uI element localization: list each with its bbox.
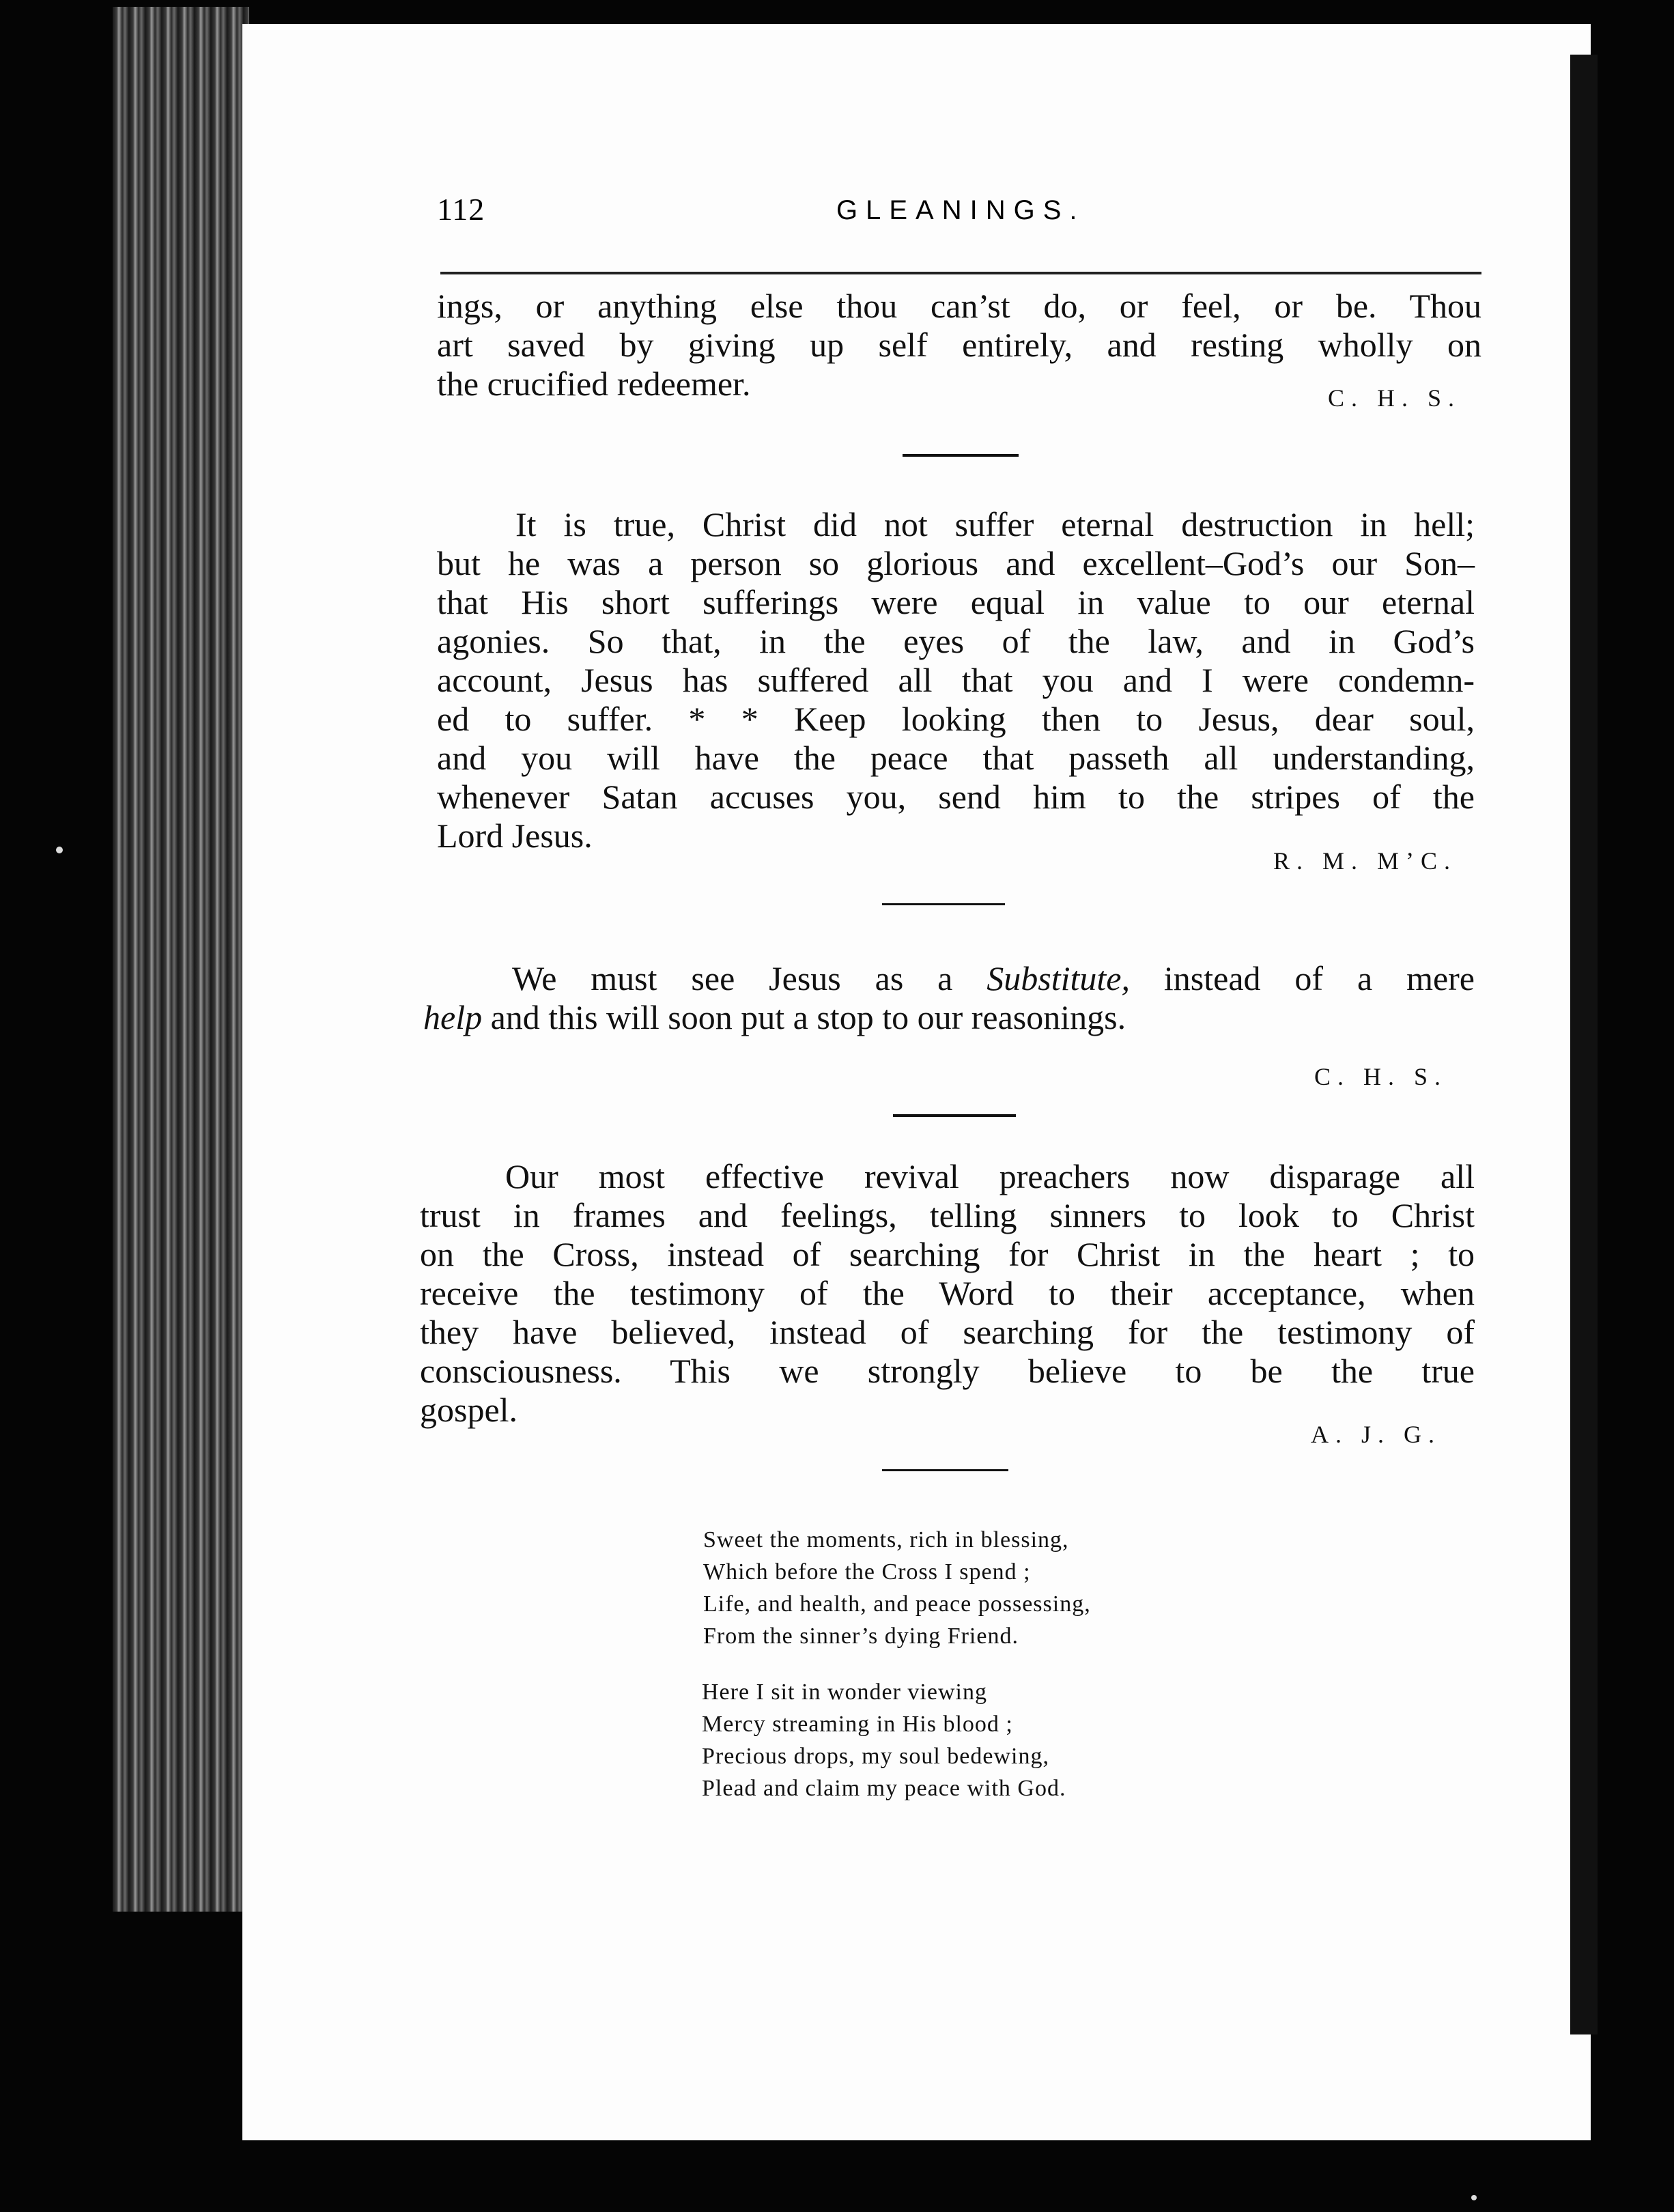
passage-line: gospel. bbox=[420, 1391, 518, 1429]
passage-2 bbox=[437, 505, 1475, 855]
passage-line: Lord Jesus. bbox=[437, 817, 593, 855]
page-number: 112 bbox=[437, 192, 485, 227]
verse-line: Sweet the moments, rich in blessing, bbox=[703, 1527, 1069, 1552]
passage-line: trust in frames and feelings, telling sinners to look to Christ bbox=[420, 1196, 1475, 1234]
page-gutter-shadow bbox=[1570, 55, 1598, 2034]
passage-line bbox=[423, 959, 1475, 998]
text-run: and this will soon put a stop to our reasonings. bbox=[482, 998, 1126, 1036]
emphasis-text: Substitute, bbox=[987, 959, 1130, 997]
section-separator bbox=[882, 1469, 1008, 1471]
verse-line: Plead and claim my peace with God. bbox=[702, 1776, 1066, 1801]
text-run: instead of a mere bbox=[1130, 959, 1475, 997]
passage-4 bbox=[420, 1157, 1475, 1430]
passage-3 bbox=[423, 959, 1475, 1037]
attribution: C. H. S. bbox=[1328, 384, 1462, 412]
passage-line: and you will have the peace that passeth all understanding, bbox=[437, 739, 1475, 777]
passage-1 bbox=[437, 287, 1481, 403]
header-rule bbox=[440, 272, 1481, 274]
hymn-stanza-2 bbox=[702, 1676, 1066, 1804]
scan-speck bbox=[1471, 2195, 1477, 2200]
passage-line bbox=[423, 998, 1475, 1037]
passage-line: the crucified redeemer. bbox=[437, 365, 751, 403]
passage-line: It is true, Christ did not suffer eternal destruction in hell; bbox=[515, 505, 1475, 543]
text-run: We must see Jesus as a bbox=[512, 959, 987, 997]
verse-line: Here I sit in wonder viewing bbox=[702, 1679, 987, 1705]
verse-line: Mercy streaming in His blood ; bbox=[702, 1712, 1013, 1737]
section-separator bbox=[903, 454, 1019, 457]
passage-line: they have believed, instead of searching for the testimony of bbox=[420, 1313, 1475, 1351]
section-separator bbox=[893, 1114, 1016, 1117]
passage-line: account, Jesus has suffered all that you and I were condemn- bbox=[437, 661, 1475, 699]
passage-line: whenever Satan accuses you, send him to the stripes of the bbox=[437, 778, 1475, 816]
passage-line: ings, or anything else thou can’st do, or feel, or be. Thou bbox=[437, 287, 1481, 325]
book-page-edges bbox=[113, 7, 249, 1912]
passage-line: receive the testimony of the Word to their acceptance, when bbox=[420, 1274, 1475, 1312]
verse-line: From the sinner’s dying Friend. bbox=[703, 1623, 1019, 1649]
passage-line: but he was a person so glorious and excellent–God’s our Son– bbox=[437, 544, 1475, 582]
passage-line: Our most effective revival preachers now disparage all bbox=[505, 1157, 1475, 1195]
passage-line: that His short sufferings were equal in value to our eternal bbox=[437, 583, 1475, 621]
verse-line: Which before the Cross I spend ; bbox=[703, 1559, 1031, 1585]
running-title: GLEANINGS. bbox=[836, 195, 1086, 225]
verse-line: Precious drops, my soul bedewing, bbox=[702, 1744, 1049, 1769]
attribution: R. M. M’C. bbox=[1273, 847, 1458, 875]
passage-line: art saved by giving up self entirely, and resting wholly on bbox=[437, 326, 1481, 364]
scan-speck bbox=[56, 847, 63, 853]
passage-line: consciousness. This we strongly believe to be the true bbox=[420, 1352, 1475, 1390]
section-separator bbox=[882, 903, 1005, 905]
passage-line: ed to suffer. * * Keep looking then to Jesus, dear soul, bbox=[437, 700, 1475, 738]
running-head bbox=[437, 191, 1475, 246]
passage-line: on the Cross, instead of searching for Christ in the heart ; to bbox=[420, 1235, 1475, 1273]
attribution: C. H. S. bbox=[1314, 1063, 1448, 1090]
passage-line: agonies. So that, in the eyes of the law, and in God’s bbox=[437, 622, 1475, 660]
verse-line: Life, and health, and peace possessing, bbox=[703, 1591, 1091, 1617]
hymn-stanza-1 bbox=[703, 1524, 1091, 1652]
attribution: A. J. G. bbox=[1311, 1421, 1442, 1448]
emphasis-text: help bbox=[423, 998, 483, 1036]
